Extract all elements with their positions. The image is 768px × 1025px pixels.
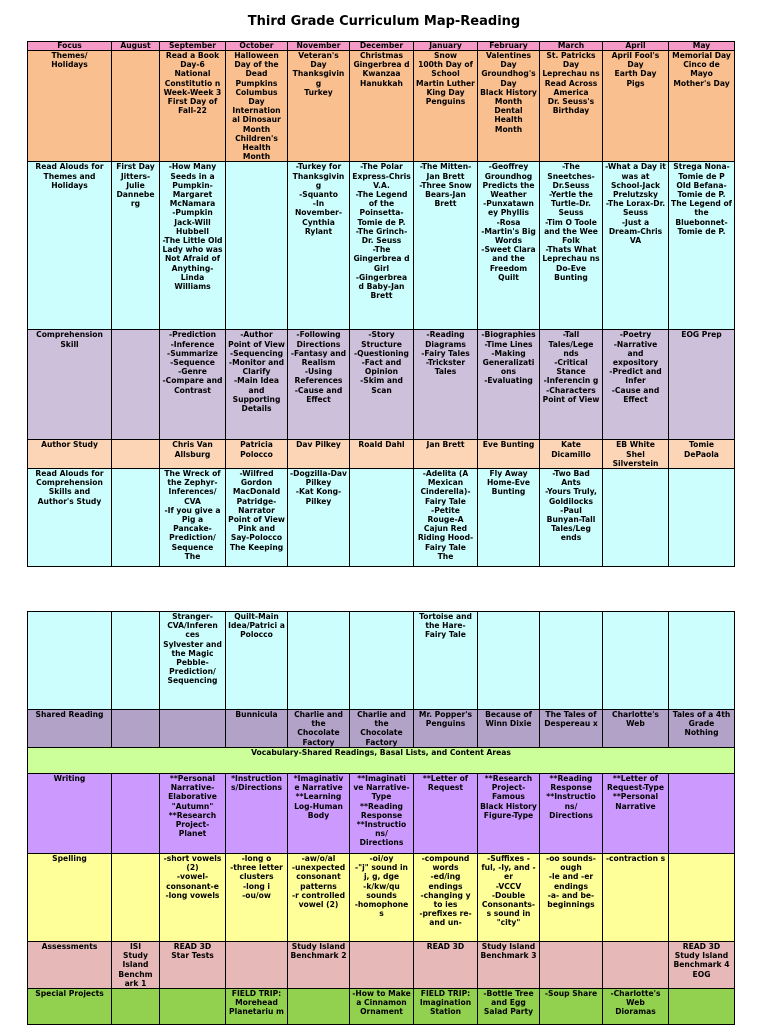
column-header: November bbox=[288, 42, 350, 51]
table-cell: -The Mitten-Jan Brett -Three Snow Bears-Jan Brett bbox=[414, 162, 478, 330]
table-cell: -oi/oy -"j" sound in j, g, dge -k/kw/qu sounds -homophone s bbox=[350, 854, 414, 942]
table-cell: Because of Winn Dixie bbox=[478, 710, 540, 748]
table-cell: Bunnicula bbox=[226, 710, 288, 748]
table-cell bbox=[603, 469, 669, 567]
page-title: Third Grade Curriculum Map-Reading bbox=[247, 14, 521, 29]
column-header: January bbox=[414, 42, 478, 51]
table-cell: -aw/o/al -unexpected consonant patterns -r controlled vowel (2) bbox=[288, 854, 350, 942]
row-label: Writing bbox=[28, 774, 112, 854]
table-header-row bbox=[28, 42, 735, 51]
table-cell bbox=[226, 162, 288, 330]
table-cell: Charlotte's Web bbox=[603, 710, 669, 748]
row-label: Assessments bbox=[28, 942, 112, 989]
table-cell: -Wilfred Gordon MacDonald Patridge-Narrator Point of View Pink and Say-Polocco The Keeping bbox=[226, 469, 288, 567]
table-cell: Snow 100th Day of School Martin Luther King Day Penguins bbox=[414, 51, 478, 162]
table-row-spelling bbox=[28, 854, 735, 942]
table-cell: FIELD TRIP: Imagination Station bbox=[414, 989, 478, 1025]
table-cell: St. Patricks Day Leprechau ns Read Across America Dr. Seuss's Birthday bbox=[540, 51, 603, 162]
table-cell bbox=[112, 51, 160, 162]
table-cell: Veteran's Day Thanksgivin g Turkey bbox=[288, 51, 350, 162]
table-row-shared bbox=[28, 710, 735, 748]
table-cell: -Charlotte's Web Dioramas bbox=[603, 989, 669, 1025]
table-cell: Patricia Polocco bbox=[226, 440, 288, 469]
table-cell: Christmas Gingerbrea d Kwanzaa Hanukkah bbox=[350, 51, 414, 162]
table-cell: EOG Prep bbox=[669, 330, 735, 440]
table-cell: -How to Make a Cinnamon Ornament bbox=[350, 989, 414, 1025]
row-label: Themes/ Holidays bbox=[28, 51, 112, 162]
table-cell bbox=[226, 942, 288, 989]
column-header: May bbox=[669, 42, 735, 51]
table-cell bbox=[478, 612, 540, 710]
table-cell: -How Many Seeds in a Pumpkin-Margaret McNamara -Pumpkin Jack-Will Hubbell -The Little Old Lady who was Not Afraid of Anything-Linda Williams bbox=[160, 162, 226, 330]
table-cell: Fly Away Home-Eve Bunting bbox=[478, 469, 540, 567]
table-cell: EB White Shel Silverstein bbox=[603, 440, 669, 469]
table-cell: -Bottle Tree and Egg Salad Party bbox=[478, 989, 540, 1025]
table-cell: -oo sounds-ough -le and -er endings -a- and be-beginnings bbox=[540, 854, 603, 942]
table-row-comprehension bbox=[28, 330, 735, 440]
column-header: October bbox=[226, 42, 288, 51]
row-label: Read Alouds for Comprehension Skills and Author's Study bbox=[28, 469, 112, 567]
table-cell bbox=[669, 989, 735, 1025]
table-row-author bbox=[28, 440, 735, 469]
table-cell: -Following Directions -Fantasy and Realism -Using References -Cause and Effect bbox=[288, 330, 350, 440]
table-cell: -compound words -ed/ing endings -changing y to ies -prefixes re- and un- bbox=[414, 854, 478, 942]
table-cell: READ 3D Study Island Benchmark 4 EOG bbox=[669, 942, 735, 989]
table-cell: *Imaginativ e Narrative **Learning Log-Human Body bbox=[288, 774, 350, 854]
table-cell: -Prediction -Inference -Summarize -Sequence -Genre -Compare and Contrast bbox=[160, 330, 226, 440]
table-cell: -Adelita (A Mexican Cinderella)-Fairy Tale -Petite Rouge-A Cajun Red Riding Hood-Fairy Tale The bbox=[414, 469, 478, 567]
table-cell bbox=[288, 989, 350, 1025]
table-row-assessments bbox=[28, 942, 735, 989]
table-cell bbox=[112, 612, 160, 710]
table-cell: -Suffixes -ful, -ly, and -er -VCCV -Double Consonants-s sound in "city" bbox=[478, 854, 540, 942]
table-cell: Jan Brett bbox=[414, 440, 478, 469]
table-cell bbox=[112, 774, 160, 854]
table-cell bbox=[669, 774, 735, 854]
table-cell: FIELD TRIP: Morehead Planetariu m bbox=[226, 989, 288, 1025]
table-cell bbox=[350, 942, 414, 989]
table-cell: April Fool's Day Earth Day Pigs bbox=[603, 51, 669, 162]
table-row-read-alouds bbox=[28, 469, 735, 567]
table-cell: ISI Study Island Benchm ark 1 bbox=[112, 942, 160, 989]
table-cell: Stranger-CVA/Inferen ces Sylvester and the Magic Pebble-Prediction/ Sequencing bbox=[160, 612, 226, 710]
table-cell: **Research Project-Famous Black History Figure-Type bbox=[478, 774, 540, 854]
column-header: December bbox=[350, 42, 414, 51]
table-cell: **Imaginati ve Narrative-Type **Reading Response **Instructio ns/ Directions bbox=[350, 774, 414, 854]
table-cell: -Author Point of View -Sequencing -Monitor and Clarify -Main Idea and Supporting Details bbox=[226, 330, 288, 440]
table-cell bbox=[350, 469, 414, 567]
table-row-vocab bbox=[28, 748, 735, 774]
curriculum-table-part-2 bbox=[27, 611, 735, 1025]
table-cell: -Soup Share bbox=[540, 989, 603, 1025]
curriculum-table-part-1 bbox=[27, 41, 735, 567]
table-cell: **Personal Narrative-Elaborative "Autumn" **Research Project-Planet bbox=[160, 774, 226, 854]
table-cell bbox=[540, 612, 603, 710]
table-cell: -contraction s bbox=[603, 854, 669, 942]
column-header: February bbox=[478, 42, 540, 51]
table-row-writing bbox=[28, 774, 735, 854]
column-header: April bbox=[603, 42, 669, 51]
row-label: Read Alouds for Themes and Holidays bbox=[28, 162, 112, 330]
table-cell: -Reading Diagrams -Fairy Tales -Trickster Tales bbox=[414, 330, 478, 440]
row-label bbox=[28, 612, 112, 710]
table-cell: -The Polar Express-Chris V.A. -The Legend of the Poinsetta-Tomie de P. -The Grinch-Dr. Seuss -The Gingerbrea d Girl -Gingerbrea d Baby-Jan Brett bbox=[350, 162, 414, 330]
table-cell: Roald Dahl bbox=[350, 440, 414, 469]
table-cell: Valentines Day Groundhog's Day Black History Month Dental Health Month bbox=[478, 51, 540, 162]
table-cell bbox=[160, 710, 226, 748]
table-cell bbox=[112, 330, 160, 440]
table-cell: Charlie and the Chocolate Factory bbox=[288, 710, 350, 748]
column-header: Focus bbox=[28, 42, 112, 51]
column-header: September bbox=[160, 42, 226, 51]
table-cell bbox=[669, 612, 735, 710]
table-cell: -Poetry -Narrative and expository -Predict and Infer -Cause and Effect bbox=[603, 330, 669, 440]
table-cell bbox=[112, 710, 160, 748]
table-row-special bbox=[28, 989, 735, 1025]
table-cell: Quilt-Main Idea/Patrici a Polocco bbox=[226, 612, 288, 710]
table-cell bbox=[288, 612, 350, 710]
table-cell bbox=[112, 989, 160, 1025]
table-cell: Dav Pilkey bbox=[288, 440, 350, 469]
table-cell: Tales of a 4th Grade Nothing bbox=[669, 710, 735, 748]
table-cell bbox=[669, 854, 735, 942]
table-cell: Chris Van Allsburg bbox=[160, 440, 226, 469]
table-cell: The Tales of Despereau x bbox=[540, 710, 603, 748]
table-cell: Eve Bunting bbox=[478, 440, 540, 469]
column-header: August bbox=[112, 42, 160, 51]
column-header: March bbox=[540, 42, 603, 51]
table-cell: -Two Bad Ants -Yours Truly, Goldilocks -Paul Bunyan-Tall Tales/Leg ends bbox=[540, 469, 603, 567]
table-cell: **Letter of Request-Type **Personal Narrative bbox=[603, 774, 669, 854]
table-cell: Halloween Day of the Dead Pumpkins Columbus Day Internation al Dinosaur Month Children's Health Month bbox=[226, 51, 288, 162]
table-cell: First Day Jitters-Julie Dannebe rg bbox=[112, 162, 160, 330]
table-cell: READ 3D bbox=[414, 942, 478, 989]
table-cell: Study Island Benchmark 3 bbox=[478, 942, 540, 989]
table-cell: -long o -three letter clusters -long i -ou/ow bbox=[226, 854, 288, 942]
table-cell: *Instruction s/Directions bbox=[226, 774, 288, 854]
table-cell bbox=[669, 469, 735, 567]
table-cell bbox=[350, 612, 414, 710]
table-cell: The Wreck of the Zephyr-Inferences/ CVA -If you give a Pig a Pancake-Prediction/ Sequence The bbox=[160, 469, 226, 567]
table-cell: Kate Dicamillo bbox=[540, 440, 603, 469]
table-cell bbox=[160, 989, 226, 1025]
table-cell: Tomie DePaola bbox=[669, 440, 735, 469]
table-cell: -What a Day it was at School-Jack Prelutzsky -The Lorax-Dr. Seuss -Just a Dream-Chris VA bbox=[603, 162, 669, 330]
table-cell bbox=[603, 942, 669, 989]
table-cell: **Reading Response **Instructio ns/ Directions bbox=[540, 774, 603, 854]
table-row-read-alouds bbox=[28, 162, 735, 330]
table-cell: Strega Nona-Tomie de P Old Befana-Tomie de P. The Legend of the Bluebonnet-Tomie de P. bbox=[669, 162, 735, 330]
table-cell bbox=[112, 440, 160, 469]
row-label: Special Projects bbox=[28, 989, 112, 1025]
table-cell: **Letter of Request bbox=[414, 774, 478, 854]
row-label: Author Study bbox=[28, 440, 112, 469]
table-cell: -Story Structure -Questioning -Fact and Opinion -Skim and Scan bbox=[350, 330, 414, 440]
table-row-read-alouds bbox=[28, 612, 735, 710]
table-cell: -Biographies -Time Lines -Making Generalizati ons -Evaluating bbox=[478, 330, 540, 440]
table-cell: Tortoise and the Hare-Fairy Tale bbox=[414, 612, 478, 710]
row-label: Spelling bbox=[28, 854, 112, 942]
table-cell bbox=[540, 942, 603, 989]
table-cell: Study Island Benchmark 2 bbox=[288, 942, 350, 989]
table-cell: -The Sneetches-Dr.Seuss -Yertle the Turtle-Dr. Seuss -Tim O Toole and the Wee Folk -Thats What Leprechau ns Do-Eve Bunting bbox=[540, 162, 603, 330]
table-cell bbox=[603, 612, 669, 710]
table-cell: Memorial Day Cinco de Mayo Mother's Day bbox=[669, 51, 735, 162]
table-cell: Mr. Popper's Penguins bbox=[414, 710, 478, 748]
table-cell bbox=[112, 469, 160, 567]
table-cell: READ 3D Star Tests bbox=[160, 942, 226, 989]
table-cell: Read a Book Day-6 National Constitutio n Week-Week 3 First Day of Fall-22 bbox=[160, 51, 226, 162]
table-cell: -Dogzilla-Dav Pilkey -Kat Kong-Pilkey bbox=[288, 469, 350, 567]
row-label: Comprehension Skill bbox=[28, 330, 112, 440]
table-cell bbox=[112, 854, 160, 942]
table-cell: -Geoffrey Groundhog Predicts the Weather -Punxatawn ey Phyllis -Rosa -Martin's Big Words -Sweet Clara and the Freedom Quilt bbox=[478, 162, 540, 330]
table-cell: -short vowels (2) -vowel-consonant-e -long vowels bbox=[160, 854, 226, 942]
vocabulary-banner: Vocabulary-Shared Readings, Basal Lists, and Content Areas bbox=[28, 748, 735, 774]
row-label: Shared Reading bbox=[28, 710, 112, 748]
table-cell: -Turkey for Thanksgivin g -Squanto -In November-Cynthia Rylant bbox=[288, 162, 350, 330]
table-row-holidays bbox=[28, 51, 735, 162]
table-cell: Charlie and the Chocolate Factory bbox=[350, 710, 414, 748]
table-cell: -Tall Tales/Lege nds -Critical Stance -Inferencin g -Characters Point of View bbox=[540, 330, 603, 440]
